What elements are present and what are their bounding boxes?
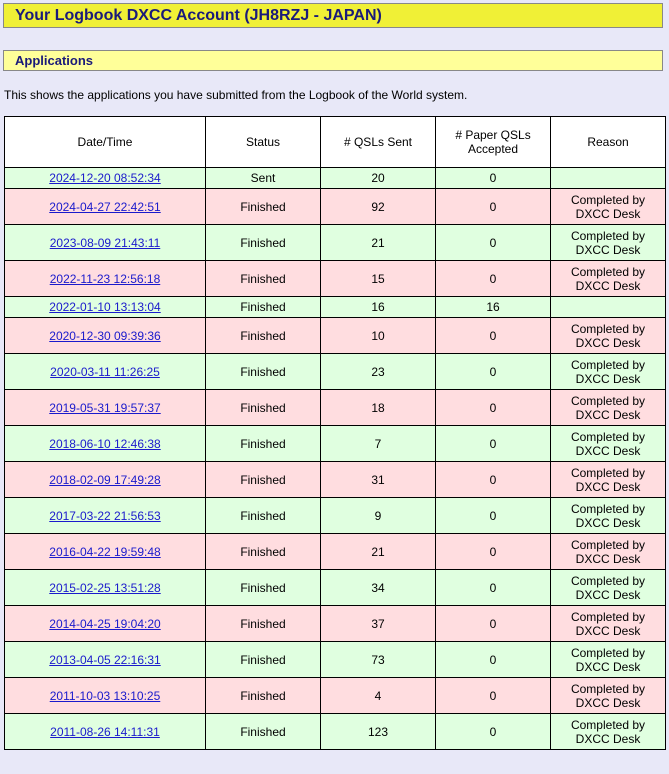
qsls-sent-cell: 21 [321, 225, 436, 261]
paper-qsls-cell: 0 [436, 318, 551, 354]
table-row [5, 318, 666, 354]
status-cell: Finished [206, 189, 321, 225]
paper-qsls-cell: 0 [436, 426, 551, 462]
col-paper: # Paper QSLs Accepted [436, 117, 551, 168]
paper-qsls-cell: 0 [436, 225, 551, 261]
paper-qsls-cell: 16 [436, 297, 551, 318]
qsls-sent-cell: 4 [321, 678, 436, 714]
application-link[interactable]: 2019-05-31 19:57:37 [49, 400, 161, 415]
application-link[interactable]: 2022-01-10 13:13:04 [49, 300, 161, 314]
paper-qsls-cell: 0 [436, 570, 551, 606]
table-row [5, 354, 666, 390]
reason-cell: Completed by DXCC Desk [551, 225, 666, 261]
table-header [5, 117, 666, 168]
status-cell: Finished [206, 570, 321, 606]
reason-cell: Completed by DXCC Desk [551, 462, 666, 498]
application-link[interactable]: 2018-06-10 12:46:38 [49, 436, 161, 451]
table-row [5, 390, 666, 426]
table-row [5, 570, 666, 606]
status-cell: Finished [206, 714, 321, 750]
qsls-sent-cell: 7 [321, 426, 436, 462]
reason-cell: Completed by DXCC Desk [551, 318, 666, 354]
reason-cell: Completed by DXCC Desk [551, 261, 666, 297]
reason-cell [551, 168, 666, 189]
table-row [5, 462, 666, 498]
qsls-sent-cell: 92 [321, 189, 436, 225]
reason-cell: Completed by DXCC Desk [551, 606, 666, 642]
table-row [5, 297, 666, 318]
date-cell [5, 318, 206, 354]
reason-cell: Completed by DXCC Desk [551, 714, 666, 750]
qsls-sent-cell: 10 [321, 318, 436, 354]
status-cell: Finished [206, 462, 321, 498]
qsls-sent-cell: 15 [321, 261, 436, 297]
status-cell: Finished [206, 534, 321, 570]
application-link[interactable]: 2015-02-25 13:51:28 [49, 580, 161, 595]
date-cell [5, 390, 206, 426]
status-cell: Finished [206, 678, 321, 714]
table-row [5, 426, 666, 462]
application-link[interactable]: 2014-04-25 19:04:20 [49, 616, 161, 631]
qsls-sent-cell: 73 [321, 642, 436, 678]
qsls-sent-cell: 34 [321, 570, 436, 606]
date-cell [5, 462, 206, 498]
date-cell [5, 225, 206, 261]
col-sent: # QSLs Sent [321, 117, 436, 168]
qsls-sent-cell: 23 [321, 354, 436, 390]
date-cell [5, 297, 206, 318]
paper-qsls-cell: 0 [436, 534, 551, 570]
reason-cell [551, 297, 666, 318]
col-reason: Reason [551, 117, 666, 168]
table-row [5, 534, 666, 570]
qsls-sent-cell: 9 [321, 498, 436, 534]
reason-cell: Completed by DXCC Desk [551, 498, 666, 534]
qsls-sent-cell: 20 [321, 168, 436, 189]
reason-cell: Completed by DXCC Desk [551, 354, 666, 390]
page-title: Your Logbook DXCC Account (JH8RZJ - JAPAN) [3, 3, 663, 28]
qsls-sent-cell: 16 [321, 297, 436, 318]
paper-qsls-cell: 0 [436, 261, 551, 297]
qsls-sent-cell: 123 [321, 714, 436, 750]
application-link[interactable]: 2013-04-05 22:16:31 [49, 652, 161, 667]
date-cell [5, 570, 206, 606]
date-cell [5, 189, 206, 225]
table-row [5, 168, 666, 189]
status-cell: Sent [206, 168, 321, 189]
table-row [5, 678, 666, 714]
application-link[interactable]: 2011-10-03 13:10:25 [49, 688, 161, 703]
reason-cell: Completed by DXCC Desk [551, 426, 666, 462]
date-cell [5, 498, 206, 534]
date-cell [5, 426, 206, 462]
reason-cell: Completed by DXCC Desk [551, 678, 666, 714]
application-link[interactable]: 2016-04-22 19:59:48 [49, 544, 161, 559]
application-link[interactable]: 2024-04-27 22:42:51 [49, 199, 161, 214]
qsls-sent-cell: 37 [321, 606, 436, 642]
paper-qsls-cell: 0 [436, 714, 551, 750]
date-cell [5, 678, 206, 714]
table-row [5, 498, 666, 534]
status-cell: Finished [206, 297, 321, 318]
date-cell [5, 642, 206, 678]
status-cell: Finished [206, 354, 321, 390]
application-link[interactable]: 2022-11-23 12:56:18 [49, 271, 161, 286]
paper-qsls-cell: 0 [436, 498, 551, 534]
status-cell: Finished [206, 261, 321, 297]
col-date: Date/Time [5, 117, 206, 168]
paper-qsls-cell: 0 [436, 606, 551, 642]
table-row [5, 642, 666, 678]
paper-qsls-cell: 0 [436, 678, 551, 714]
status-cell: Finished [206, 426, 321, 462]
reason-cell: Completed by DXCC Desk [551, 189, 666, 225]
status-cell: Finished [206, 225, 321, 261]
applications-table [4, 116, 666, 750]
application-link[interactable]: 2023-08-09 21:43:11 [49, 235, 161, 250]
reason-cell: Completed by DXCC Desk [551, 534, 666, 570]
date-cell [5, 606, 206, 642]
status-cell: Finished [206, 642, 321, 678]
application-link[interactable]: 2020-03-11 11:26:25 [50, 364, 160, 379]
paper-qsls-cell: 0 [436, 390, 551, 426]
date-cell [5, 168, 206, 189]
status-cell: Finished [206, 390, 321, 426]
table-row [5, 189, 666, 225]
table-row [5, 606, 666, 642]
intro-text: This shows the applications you have submitted from the Logbook of the World system. [4, 88, 468, 102]
paper-qsls-cell: 0 [436, 354, 551, 390]
paper-qsls-cell: 0 [436, 189, 551, 225]
table-row [5, 261, 666, 297]
status-cell: Finished [206, 606, 321, 642]
table-row [5, 225, 666, 261]
date-cell [5, 261, 206, 297]
paper-qsls-cell: 0 [436, 168, 551, 189]
section-heading: Applications [3, 50, 663, 71]
col-status: Status [206, 117, 321, 168]
qsls-sent-cell: 21 [321, 534, 436, 570]
table-row [5, 714, 666, 750]
reason-cell: Completed by DXCC Desk [551, 390, 666, 426]
date-cell [5, 534, 206, 570]
application-link[interactable]: 2011-08-26 14:11:31 [50, 724, 160, 739]
application-link[interactable]: 2024-12-20 08:52:34 [49, 171, 161, 185]
reason-cell: Completed by DXCC Desk [551, 570, 666, 606]
status-cell: Finished [206, 498, 321, 534]
paper-qsls-cell: 0 [436, 462, 551, 498]
qsls-sent-cell: 31 [321, 462, 436, 498]
application-link[interactable]: 2018-02-09 17:49:28 [49, 472, 161, 487]
reason-cell: Completed by DXCC Desk [551, 642, 666, 678]
status-cell: Finished [206, 318, 321, 354]
application-link[interactable]: 2020-12-30 09:39:36 [49, 328, 161, 343]
qsls-sent-cell: 18 [321, 390, 436, 426]
date-cell [5, 354, 206, 390]
date-cell [5, 714, 206, 750]
application-link[interactable]: 2017-03-22 21:56:53 [49, 508, 161, 523]
paper-qsls-cell: 0 [436, 642, 551, 678]
